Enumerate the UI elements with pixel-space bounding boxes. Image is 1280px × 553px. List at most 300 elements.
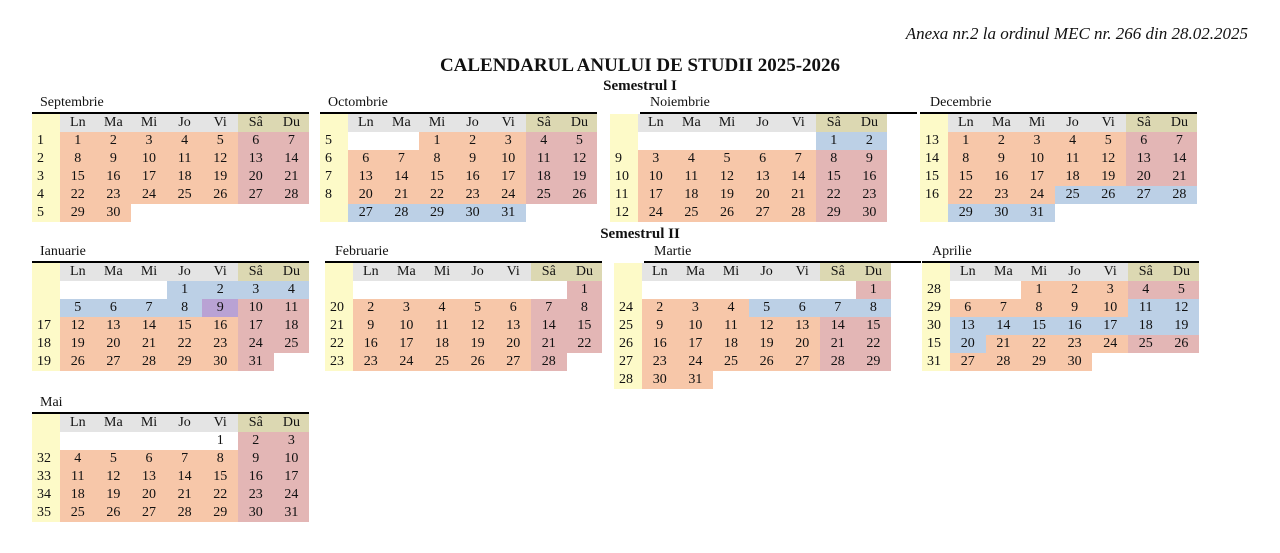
day-cell: 27 [950,353,986,371]
day-cell: 26 [60,353,96,371]
day-cell: 19 [1090,168,1126,186]
day-header: Ln [642,263,678,281]
day-cell: 20 [745,186,781,204]
day-cell: 1 [1021,281,1057,299]
day-header: Sâ [816,114,852,132]
day-cell: 5 [1164,281,1200,299]
day-cell: 19 [460,335,496,353]
day-cell: 7 [820,299,856,317]
day-header: Vi [202,263,238,281]
week-number: 7 [325,169,332,184]
annex-reference: Anexa nr.2 la ordinul MEC nr. 266 din 28.02.2025 [905,24,1248,43]
day-cell: 14 [820,317,856,335]
day-cell: 11 [167,150,203,168]
day-cell: 24 [1019,186,1055,204]
day-cell: 8 [567,299,603,317]
day-header: Sâ [531,263,567,281]
day-header: Sâ [1126,114,1162,132]
day-cell: 21 [820,335,856,353]
week-number [320,204,348,222]
day-cell: 6 [348,150,384,168]
day-cell: 2 [984,132,1020,150]
day-cell: 13 [1126,150,1162,168]
day-cell: 15 [419,168,455,186]
day-cell: 28 [820,353,856,371]
day-header: Vi [202,114,238,132]
week-number: 25 [619,318,633,333]
day-cell: 22 [60,186,96,204]
day-header: Du [856,263,892,281]
day-cell: 23 [642,353,678,371]
day-cell: 21 [131,335,167,353]
day-cell: 26 [1090,186,1126,204]
day-cell: 9 [238,450,274,468]
day-cell: 7 [274,132,310,150]
semester-2-heading: Semestrul II [600,226,680,242]
day-cell: 20 [96,335,132,353]
day-cell: 16 [96,168,132,186]
day-cell: 13 [784,317,820,335]
day-header: Jo [745,114,781,132]
week-number: 33 [37,469,51,484]
week-number [610,132,638,150]
day-cell: 3 [274,432,310,450]
day-cell: 18 [60,486,96,504]
day-cell: 23 [202,335,238,353]
week-number: 19 [37,354,51,369]
day-header: Ln [948,114,984,132]
day-cell: 16 [238,468,274,486]
day-cell: 21 [1162,168,1198,186]
day-cell: 14 [780,168,816,186]
day-cell: 4 [274,281,310,299]
day-cell: 16 [1057,317,1093,335]
day-cell: 8 [1021,299,1057,317]
week-number: 28 [927,282,941,297]
day-cell: 9 [1057,299,1093,317]
day-cell: 24 [238,335,274,353]
day-cell: 7 [1162,132,1198,150]
day-cell: 19 [709,186,745,204]
day-header: Vi [780,114,816,132]
day-cell: 26 [749,353,785,371]
day-cell: 1 [167,281,203,299]
day-header: Vi [1092,263,1128,281]
day-cell: 3 [490,132,526,150]
day-cell: 10 [490,150,526,168]
day-cell: 10 [638,168,674,186]
day-cell: 27 [495,353,531,371]
day-cell: 19 [202,168,238,186]
day-cell: 5 [562,132,598,150]
day-cell: 20 [131,486,167,504]
day-cell: 16 [852,168,888,186]
day-cell: 20 [784,335,820,353]
day-cell: 21 [274,168,310,186]
week-number [614,281,642,299]
day-cell: 6 [784,299,820,317]
day-cell: 29 [948,204,984,222]
day-header: Vi [784,263,820,281]
day-header: Ma [674,114,710,132]
day-cell: 10 [678,317,714,335]
day-cell: 20 [950,335,986,353]
day-header: Sâ [238,263,274,281]
day-header: Du [274,114,310,132]
week-number: 22 [330,336,344,351]
day-header: Sâ [820,263,856,281]
month-name: Septembrie [40,95,104,110]
day-cell: 31 [238,353,274,371]
day-cell: 4 [167,132,203,150]
day-cell: 26 [96,504,132,522]
day-cell: 14 [131,317,167,335]
day-cell: 11 [1055,150,1091,168]
day-cell: 18 [713,335,749,353]
week-number: 29 [927,300,941,315]
day-cell: 22 [567,335,603,353]
day-cell: 3 [238,281,274,299]
day-cell: 16 [642,335,678,353]
day-cell: 13 [495,317,531,335]
day-cell: 17 [638,186,674,204]
day-cell: 30 [1057,353,1093,371]
day-cell: 12 [96,468,132,486]
week-number: 18 [37,336,51,351]
day-cell: 26 [1164,335,1200,353]
day-cell: 8 [948,150,984,168]
day-cell: 18 [424,335,460,353]
day-header: Sâ [238,114,274,132]
day-cell: 13 [238,150,274,168]
week-number: 28 [619,372,633,387]
day-header: Jo [1055,114,1091,132]
day-cell: 29 [202,504,238,522]
day-cell: 13 [950,317,986,335]
day-cell: 19 [96,486,132,504]
day-header: Du [567,263,603,281]
day-cell: 2 [455,132,491,150]
month-name: Ianuarie [40,244,86,259]
day-cell: 17 [389,335,425,353]
day-cell: 17 [131,168,167,186]
day-cell: 14 [986,317,1022,335]
day-header: Ln [60,114,96,132]
day-header: Mi [1019,114,1055,132]
day-cell: 4 [1128,281,1164,299]
day-cell: 4 [674,150,710,168]
week-number: 30 [927,318,941,333]
day-cell: 17 [490,168,526,186]
day-cell: 18 [674,186,710,204]
day-cell: 24 [274,486,310,504]
week-number: 1 [37,133,44,148]
day-cell: 5 [460,299,496,317]
day-cell: 21 [167,486,203,504]
day-cell: 9 [852,150,888,168]
day-header: Ln [60,414,96,432]
day-header: Mi [1021,263,1057,281]
day-cell: 7 [986,299,1022,317]
week-number: 26 [619,336,633,351]
day-cell: 25 [424,353,460,371]
day-cell: 9 [455,150,491,168]
day-cell: 9 [353,317,389,335]
day-header: Vi [495,263,531,281]
day-cell: 6 [131,450,167,468]
day-cell: 3 [1019,132,1055,150]
day-cell: 3 [638,150,674,168]
day-header: Mi [713,263,749,281]
day-header: Ln [950,263,986,281]
day-cell: 6 [950,299,986,317]
day-cell: 25 [274,335,310,353]
month-name: Noiembrie [650,95,710,110]
day-cell: 14 [531,317,567,335]
week-number: 4 [37,187,44,202]
day-cell: 10 [1092,299,1128,317]
day-cell: 25 [60,504,96,522]
week-number: 23 [330,354,344,369]
day-cell: 7 [780,150,816,168]
day-cell: 7 [384,150,420,168]
day-cell: 17 [1092,317,1128,335]
day-cell: 6 [1126,132,1162,150]
day-cell: 12 [1164,299,1200,317]
day-cell: 5 [709,150,745,168]
day-cell: 19 [562,168,598,186]
day-cell: 27 [1126,186,1162,204]
day-header: Jo [455,114,491,132]
week-number: 21 [330,318,344,333]
day-cell: 3 [389,299,425,317]
day-cell: 10 [131,150,167,168]
day-cell: 27 [96,353,132,371]
month-name: Aprilie [932,244,972,259]
day-cell: 9 [202,299,238,317]
day-header: Mi [424,263,460,281]
day-cell: 29 [60,204,96,222]
week-number: 35 [37,505,51,520]
day-cell: 13 [131,468,167,486]
day-cell: 24 [131,186,167,204]
page-title: CALENDARUL ANULUI DE STUDII 2025-2026 [439,55,841,76]
day-header: Ma [984,114,1020,132]
day-cell: 15 [60,168,96,186]
day-header: Vi [1090,114,1126,132]
month-name: Martie [654,244,692,259]
day-header: Ma [96,263,132,281]
day-cell: 22 [202,486,238,504]
day-cell: 12 [709,168,745,186]
day-cell: 11 [424,317,460,335]
day-cell: 30 [984,204,1020,222]
day-cell: 25 [526,186,562,204]
day-cell: 18 [274,317,310,335]
day-cell: 18 [1055,168,1091,186]
week-number: 3 [37,169,44,184]
week-number: 31 [927,354,941,369]
day-cell: 1 [856,281,892,299]
week-number: 10 [615,169,629,184]
day-cell: 16 [984,168,1020,186]
day-cell: 25 [1128,335,1164,353]
day-header: Mi [709,114,745,132]
day-cell: 26 [460,353,496,371]
week-number: 16 [925,187,939,202]
day-header: Jo [1057,263,1093,281]
day-header: Ln [353,263,389,281]
day-cell: 15 [167,317,203,335]
day-cell: 12 [1090,150,1126,168]
day-header: Mi [131,414,167,432]
day-header: Vi [490,114,526,132]
day-cell: 15 [856,317,892,335]
week-number: 6 [325,151,332,166]
week-number: 5 [37,205,44,220]
day-cell: 19 [1164,317,1200,335]
week-number: 2 [37,151,44,166]
day-cell: 13 [348,168,384,186]
day-header: Ln [348,114,384,132]
day-cell: 20 [495,335,531,353]
day-cell: 28 [986,353,1022,371]
day-cell: 6 [495,299,531,317]
week-number [325,281,353,299]
day-cell: 16 [455,168,491,186]
day-cell: 11 [526,150,562,168]
day-header: Ma [96,114,132,132]
day-header: Du [852,114,888,132]
day-cell: 25 [1055,186,1091,204]
day-cell: 10 [274,450,310,468]
day-cell: 18 [526,168,562,186]
day-cell: 23 [984,186,1020,204]
day-cell: 30 [202,353,238,371]
day-cell: 4 [526,132,562,150]
month-name: Decembrie [930,95,992,110]
day-cell: 4 [60,450,96,468]
day-cell: 11 [674,168,710,186]
day-cell: 18 [167,168,203,186]
day-cell: 8 [202,450,238,468]
day-cell: 6 [96,299,132,317]
day-cell: 13 [745,168,781,186]
day-cell: 5 [96,450,132,468]
day-cell: 26 [562,186,598,204]
day-cell: 28 [131,353,167,371]
day-cell: 3 [678,299,714,317]
day-cell: 30 [96,204,132,222]
week-number: 11 [615,187,629,202]
day-cell: 20 [348,186,384,204]
week-number: 27 [619,354,633,369]
day-cell: 24 [678,353,714,371]
day-cell: 26 [709,204,745,222]
day-cell: 2 [238,432,274,450]
day-cell: 20 [1126,168,1162,186]
day-cell: 24 [638,204,674,222]
day-cell: 5 [202,132,238,150]
day-cell: 1 [816,132,852,150]
day-header: Sâ [1128,263,1164,281]
day-cell: 8 [816,150,852,168]
day-cell: 9 [642,317,678,335]
week-number: 32 [37,451,51,466]
day-cell: 5 [1090,132,1126,150]
day-cell: 2 [202,281,238,299]
day-cell: 11 [713,317,749,335]
day-header: Ma [986,263,1022,281]
day-cell: 17 [274,468,310,486]
day-cell: 12 [460,317,496,335]
day-cell: 4 [713,299,749,317]
day-cell: 24 [389,353,425,371]
day-cell: 23 [238,486,274,504]
day-cell: 2 [353,299,389,317]
week-number: 15 [925,169,939,184]
day-cell: 7 [131,299,167,317]
week-number: 12 [615,205,629,220]
day-header: Du [274,263,310,281]
day-cell: 11 [274,299,310,317]
day-header: Ma [384,114,420,132]
day-cell: 13 [96,317,132,335]
day-cell: 9 [984,150,1020,168]
day-cell: 30 [852,204,888,222]
day-header: Mi [131,263,167,281]
day-cell: 17 [1019,168,1055,186]
day-header: Jo [167,263,203,281]
day-cell: 8 [167,299,203,317]
day-cell: 22 [948,186,984,204]
day-cell: 31 [274,504,310,522]
day-header: Du [562,114,598,132]
day-cell: 29 [856,353,892,371]
day-cell: 18 [1128,317,1164,335]
day-header: Du [1162,114,1198,132]
day-cell: 30 [455,204,491,222]
day-cell: 14 [167,468,203,486]
week-number: 17 [37,318,51,333]
day-cell: 5 [749,299,785,317]
day-cell: 26 [202,186,238,204]
day-cell: 23 [852,186,888,204]
month-name: Mai [40,395,63,410]
day-cell: 15 [567,317,603,335]
day-header: Du [1164,263,1200,281]
day-cell: 23 [96,186,132,204]
day-cell: 27 [131,504,167,522]
day-cell: 25 [713,353,749,371]
day-header: Du [274,414,310,432]
day-cell: 1 [60,132,96,150]
day-cell: 27 [238,186,274,204]
semester-1-heading: Semestrul I [603,78,677,94]
day-cell: 11 [1128,299,1164,317]
week-number: 8 [325,187,332,202]
day-header: Ma [96,414,132,432]
day-cell: 27 [745,204,781,222]
day-cell: 4 [424,299,460,317]
day-cell: 28 [531,353,567,371]
day-cell: 7 [167,450,203,468]
day-cell: 16 [202,317,238,335]
day-cell: 22 [167,335,203,353]
day-cell: 20 [238,168,274,186]
day-header: Mi [131,114,167,132]
day-cell: 15 [202,468,238,486]
